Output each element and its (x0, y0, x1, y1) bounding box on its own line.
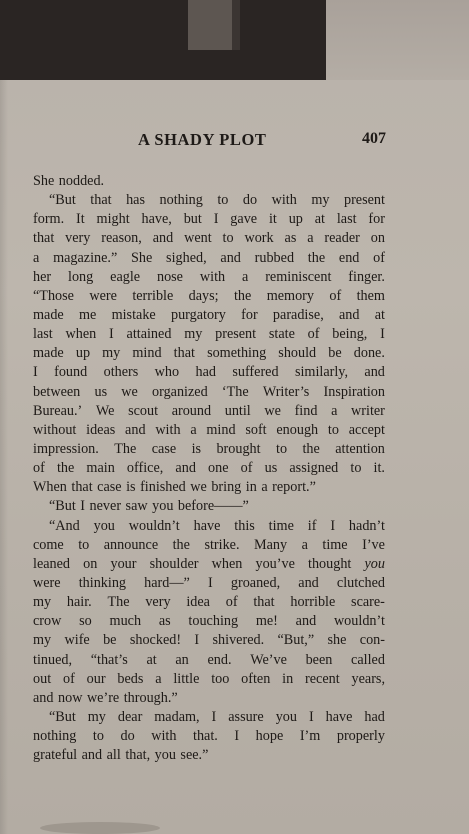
running-head-title: A SHADY PLOT (138, 130, 267, 149)
text-line: impression. The case is brought to the attention (33, 440, 385, 457)
text-line: form. It might have, but I gave it up at last for (33, 211, 385, 228)
text-line: leaned on your shoulder when you’ve thought you (33, 555, 385, 572)
text-line: last when I attained my present state of being, I (33, 326, 385, 343)
text-line: “But my dear madam, I assure you I have had (49, 708, 385, 725)
scan-margin (326, 0, 469, 80)
text-line: “Those were terrible days; the memory of them (33, 287, 385, 304)
running-head (36, 130, 386, 152)
text-line: her long eagle nose with a reminiscent finger. (33, 268, 385, 285)
text-line: crow so much as touching me! and wouldn’t (33, 613, 385, 630)
text-line: When that case is finished we bring in a report.” (33, 479, 316, 496)
page-gutter-shadow (0, 80, 8, 834)
text-line: She nodded. (33, 173, 105, 189)
text-line: grateful and all that, you see.” (33, 747, 209, 764)
text-line: “And you wouldn’t have this time if I hadn’t (49, 517, 385, 534)
text-line: between us we organized ‘The Writer’s Inspiration (33, 383, 385, 400)
page-number: 407 (362, 130, 386, 147)
scan-dark-band (0, 0, 326, 80)
text-line: that very reason, and went to work as a reader on (33, 230, 385, 247)
text-line: made up my mind that something should be done. (33, 345, 385, 362)
text-line: out of our beds a little too often in recent years, (33, 670, 385, 687)
text-line: my wife be shocked! I shivered. “But,” she con- (33, 632, 385, 649)
text-line: “But I never saw you before——” (49, 498, 249, 515)
body-text (33, 172, 385, 765)
text-line: “But that has nothing to do with my present (49, 192, 385, 209)
text-line: and now we’re through.” (33, 689, 178, 706)
text-line: nothing to do with that. I hope I’m properly (33, 728, 385, 745)
scan-clip-edge (232, 0, 240, 50)
text-line: without ideas and with a mind soft enough to accept (33, 421, 385, 438)
text-line: come to announce the strike. Many a time I’ve (33, 536, 385, 553)
text-line: of the main office, and one of us assigned to it. (33, 460, 385, 477)
text-line: Bureau.’ We scout around until we find a writer (33, 402, 385, 419)
text-line: my hair. The very idea of that horrible scare- (33, 594, 385, 611)
text-line: tinued, “that’s at an end. We’ve been called (33, 651, 385, 668)
text-line: were thinking hard—” I groaned, and clutched (33, 574, 385, 591)
scan-clip (188, 0, 232, 50)
page-smudge (40, 822, 160, 834)
text-line: I found others who had suffered similarly, and (33, 364, 385, 381)
text-line: a magazine.” She sighed, and rubbed the end of (33, 249, 385, 266)
text-line: made me mistake purgatory for paradise, and at (33, 306, 385, 323)
